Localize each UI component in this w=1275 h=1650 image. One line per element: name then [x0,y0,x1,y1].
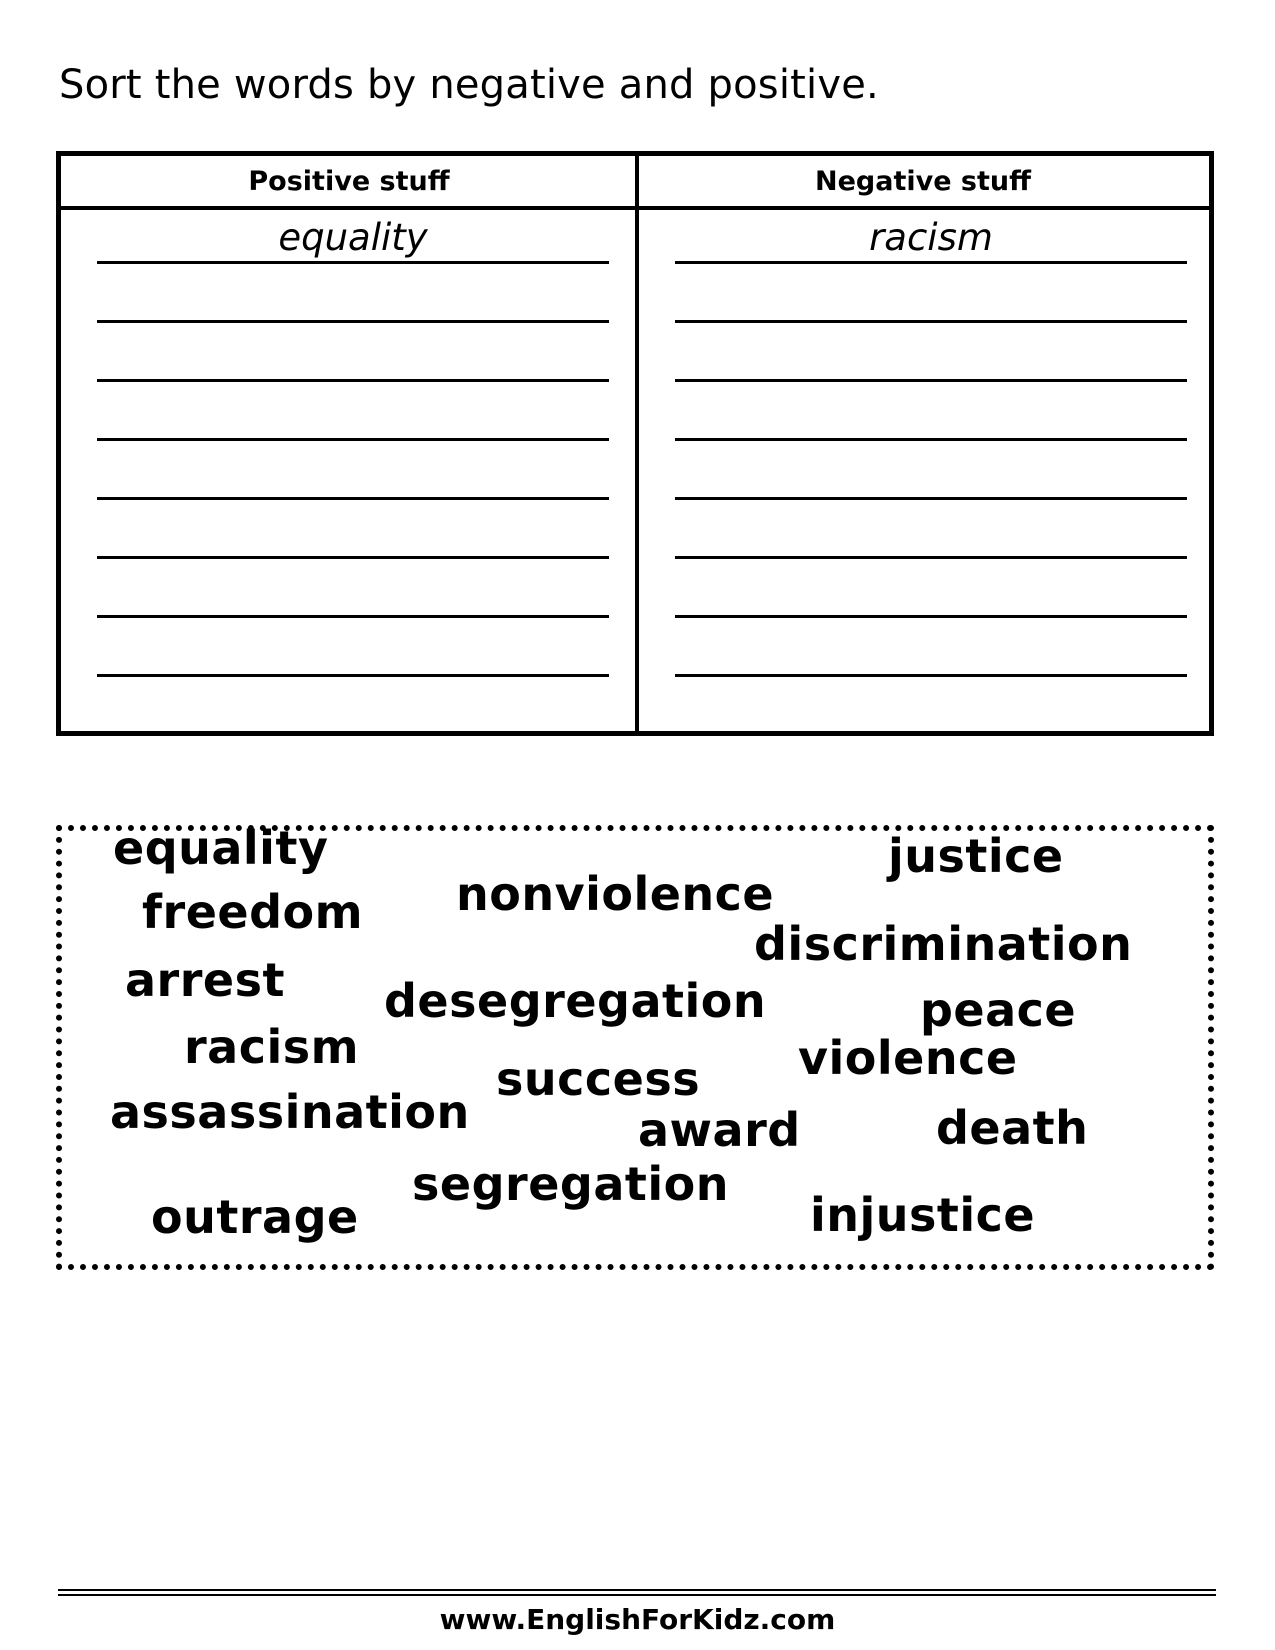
negative-example-word: racism [869,216,993,259]
answer-line[interactable] [675,323,1187,382]
word-bank-item: freedom [142,885,364,939]
worksheet-instruction: Sort the words by negative and positive. [59,62,879,108]
word-bank-item: injustice [810,1188,1036,1242]
word-bank-item: peace [920,983,1077,1037]
answer-line[interactable] [675,500,1187,559]
word-bank-item: desegregation [384,974,767,1028]
answer-line[interactable] [675,210,1187,264]
word-bank-item: assassination [110,1085,470,1139]
answer-line[interactable] [675,264,1187,323]
word-bank [56,821,1214,1270]
answer-line[interactable] [97,382,609,441]
word-bank-item: segregation [412,1157,729,1211]
word-bank-item: violence [798,1031,1018,1085]
word-bank-item: racism [184,1020,360,1074]
answer-line[interactable] [675,382,1187,441]
word-bank-item: outrage [151,1190,359,1244]
positive-column-header: Positive stuff [61,156,637,210]
negative-answer-column [675,210,1187,677]
word-bank-item: award [638,1103,801,1157]
word-bank-item: arrest [125,953,285,1007]
word-bank-item: justice [888,829,1064,883]
word-bank-item: equality [113,821,329,875]
answer-line[interactable] [97,441,609,500]
answer-line[interactable] [97,500,609,559]
answer-line[interactable] [97,618,609,677]
footer-rule [58,1589,1216,1591]
positive-answer-column [97,210,609,677]
word-bank-item: death [936,1101,1089,1155]
positive-example-word: equality [278,216,428,259]
negative-column-header: Negative stuff [637,156,1209,210]
answer-line[interactable] [97,210,609,264]
word-bank-item: success [496,1052,701,1106]
answer-line[interactable] [675,618,1187,677]
answer-line[interactable] [675,441,1187,500]
answer-line[interactable] [675,559,1187,618]
column-divider [635,156,639,731]
answer-line[interactable] [97,559,609,618]
answer-line[interactable] [97,323,609,382]
word-bank-item: discrimination [754,917,1133,971]
answer-line[interactable] [97,264,609,323]
footer-rule [58,1594,1216,1596]
footer-url: www.EnglishForKidz.com [439,1603,836,1636]
sort-table [56,151,1214,736]
word-bank-item: nonviolence [456,867,775,921]
